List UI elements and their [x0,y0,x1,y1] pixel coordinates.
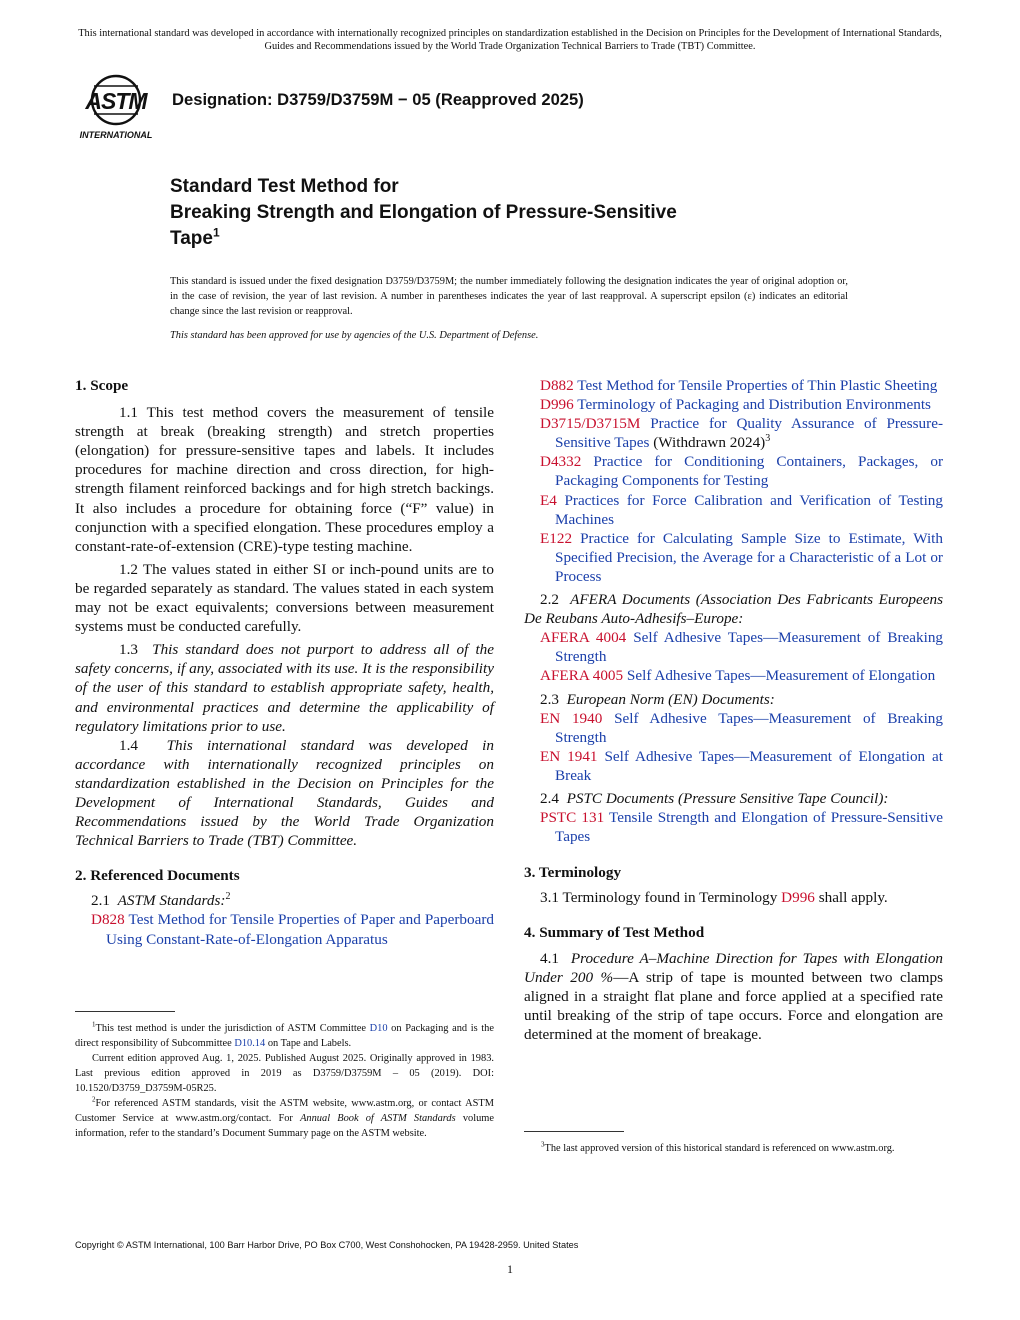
footnote-3-text: The last approved version of this historical standard is referenced on www.astm.org. [544,1143,895,1154]
reference-d882[interactable] [524,376,943,395]
left-footnotes [75,1021,494,1141]
reference-d4332[interactable] [524,452,943,490]
withdrawn-note: (Withdrawn 2024) [653,434,766,452]
logo-caption: INTERNATIONAL [79,130,153,140]
standard-issue-note: This standard is issued under the fixed designation D3759/D3759M; the number immediately following the designation indicates the year of original adoption or, in the case of revision, the year of last revision. A number in parentheses indicates the year of last reapproval. A superscript epsilon (ε) indicates an editorial change since the last revision or reapproval. [170,276,848,317]
paragraph-4-1 [524,949,943,1044]
footnote-2 [75,1096,494,1141]
reference-title-link[interactable]: Self Adhesive Tapes—Measurement of Elongation [626,667,936,685]
paragraph-1-3 [75,640,494,735]
paragraph-2-3-number: 2.3 [540,690,559,708]
paragraph-2-4 [524,789,943,808]
reference-code[interactable]: PSTC 131 [540,809,605,827]
reference-title-link[interactable]: Self Adhesive Tapes—Measurement of Breaking Strength [555,629,944,666]
reference-code[interactable]: E4 [540,491,557,509]
paragraph-2-4-number: 2.4 [540,789,559,807]
reference-title-link[interactable]: Practice for Conditioning Containers, Packages, or Packaging Components for Testing [555,453,944,490]
paragraph-3-1-end: shall apply. [818,889,888,907]
procedure-a-title: Procedure A–Machine Direction for Tapes with Elongation Under 200 % [524,949,944,986]
reference-code[interactable]: D828 [91,911,125,929]
en-documents-label: European Norm (EN) Documents: [566,690,775,708]
reference-title-link[interactable]: Terminology of Packaging and Distribution Environments [577,396,931,414]
footnote-3-marker: 3 [765,433,771,445]
reference-code[interactable]: D3715/D3715M [540,415,641,433]
reference-code[interactable]: D882 [540,377,574,394]
reference-en-1941[interactable] [524,747,943,785]
logo-letters: ASTM [85,88,147,114]
designation: Designation: D3759/D3759M − 05 (Reapproved 2025) [172,90,584,109]
footnote-2-book-title: Annual Book of ASTM Standards [300,1113,456,1124]
document-title [170,174,870,252]
footnote-2-marker: 2 [225,891,231,903]
paragraph-1-4-text: This international standard was developed in accordance with internationally recognized principles on standardization established in the Decision on Principles for the Development of International Standards, Guides and Recommendations issued by the World Trade Organization Technical Barriers to Trade (TBT) Committee. [75,736,494,850]
reference-afera-4004[interactable] [524,628,943,666]
title-footnote-marker: 1 [212,225,220,240]
left-column [75,376,494,949]
paragraph-3-1 [524,888,943,907]
title-line-1: Standard Test Method for [170,176,399,197]
section-1-heading: 1. Scope [75,377,129,394]
title-line-3: Tape [170,228,213,249]
reference-title-link[interactable]: Tensile Strength and Elongation of Pressure-Sensitive Tapes [555,809,943,846]
footnote-divider-left [75,1011,175,1012]
reference-title-link[interactable]: Test Method for Tensile Properties of Paper and Paperboard Using Constant-Rate-of-Elongation Apparatus [106,911,494,948]
paragraph-1-3-text: This standard does not purport to address all of the safety concerns, if any, associated with its use. It is the responsibility of the user of this standard to establish appropriate safety, health, and environmental practices and determine the applicability of regulatory limitations prior to use. [75,641,494,735]
footnote-2-text-a: For referenced ASTM standards, visit the ASTM website, www.astm.org, or contact ASTM Customer Service at www.astm.org/contact. For [75,1098,494,1124]
footnote-1-edition: Current edition approved Aug. 1, 2025. Published August 2025. Originally approved in 1983. Last previous edition approved in 2019 as D3759/D3759M – 05 (2019). DOI: 10.1520/D3759_D3759M-05R25. [75,1053,494,1094]
standard-notice: This international standard was developed in accordance with internationally recognized principles on standardization established in the Decision on Principles for the Development of International Standards, Guides and Recommendations issued by the World Trade Organization Technical Barriers to Trade (TBT) Committee. [78,28,942,52]
paragraph-2-1-number: 2.1 [91,892,110,910]
paragraph-2-2-number: 2.2 [540,591,559,609]
section-3-heading: 3. Terminology [524,864,622,882]
page-number: 1 [507,1262,513,1276]
terminology-d996-link[interactable]: D996 [781,889,815,907]
subcommittee-d10-14-link[interactable]: D10.14 [234,1038,266,1049]
copyright-line: Copyright © ASTM International, 100 Barr Harbor Drive, PO Box C700, West Conshohocken, PA 19428-2959. United States [75,1240,579,1250]
reference-e122[interactable] [524,529,943,586]
reference-d828[interactable] [75,910,494,948]
reference-e4[interactable] [524,491,943,529]
astm-standards-label: ASTM Standards: [117,892,226,910]
reference-afera-4005[interactable] [524,666,943,685]
footnote-divider-right [524,1131,624,1132]
reference-d3715[interactable] [524,414,943,452]
committee-d10-link[interactable]: D10 [369,1023,388,1034]
footnote-3 [524,1141,943,1156]
reference-code[interactable]: EN 1941 [540,747,598,765]
paragraph-1-1: 1.1 This test method covers the measurement of tensile strength at break (breaking strength) and stretch properties (elongation) for pressure-sensitive tapes and labels. It includes procedures for machine direction and cross direction, for high-strength filament reinforced backings and for high stretch backings. It also includes a procedure for obtaining force (“F” value) in conjunction with a specified elongation. These procedures employ a constant-rate-of-extension (CRE)-type testing machine. [75,404,494,555]
footnote-3-marker-bottom: 3 [541,1140,545,1149]
footnote-1-text-c: on Tape and Labels. [267,1038,352,1049]
footnote-2-marker-bottom: 2 [92,1095,96,1104]
reference-d996[interactable] [524,395,943,414]
paragraph-1-3-number: 1.3 [119,641,138,659]
reference-pstc-131[interactable] [524,808,943,846]
reference-en-1940[interactable] [524,709,943,747]
reference-title-link[interactable]: Self Adhesive Tapes—Measurement of Breaking Strength [555,709,943,746]
paragraph-1-4-number: 1.4 [119,736,138,754]
paragraph-4-1-text: —A strip of tape is mounted between two clamps aligned in a straight flat plane and force applied at a specified rate until breaking of the strip of tape occurs. Force and elongation are determined at the moment of breakage. [524,968,943,1043]
pstc-documents-label: PSTC Documents (Pressure Sensitive Tape Council): [566,789,889,807]
paragraph-2-3 [524,690,943,709]
title-line-2: Breaking Strength and Elongation of Pressure-Sensitive [170,202,677,223]
paragraph-1-2: 1.2 The values stated in either SI or inch-pound units are to be regarded separately as standard. The values stated in each system may not be exact equivalents; conversions between measurement systems must be conducted carefully. [75,560,494,636]
section-2-heading: 2. Referenced Documents [75,867,240,885]
reference-code[interactable]: AFERA 4004 [540,629,627,647]
defense-approval-note: This standard has been approved for use by agencies of the U.S. Department of Defense. [170,330,539,341]
reference-code[interactable]: EN 1940 [540,709,603,727]
astm-logo-icon [72,72,162,144]
reference-title-link[interactable]: Practice for Quality Assurance of Pressure-Sensitive Tapes [555,415,944,452]
footnote-2-text-b: volume information, refer to the standard’s Document Summary page on the ASTM website. [75,1113,494,1139]
footnote-1-text-b: on Packaging and is the direct responsibility of Subcommittee [75,1023,494,1049]
paragraph-2-2 [524,590,943,628]
paragraph-1-4 [75,736,494,851]
reference-code[interactable]: AFERA 4005 [540,667,624,685]
right-column [524,376,943,1044]
afera-documents-label: AFERA Documents (Association Des Fabricants Europeens De Reubans Auto-Adhesifs–Europe: [524,591,943,628]
reference-title-link[interactable]: Self Adhesive Tapes—Measurement of Elongation at Break [555,747,944,784]
paragraph-4-1-number: 4.1 [540,949,559,967]
paragraph-3-1-text: 3.1 Terminology found in Terminology [540,889,778,907]
footnote-1-marker: 1 [92,1020,96,1029]
footnote-1 [75,1021,494,1051]
reference-title-link[interactable]: Practice for Calculating Sample Size to Estimate, With Specified Precision, the Average for a Characteristic of a Lot or Process [555,529,943,585]
reference-code[interactable]: D996 [540,396,574,414]
astm-logo [72,72,162,144]
reference-code[interactable]: D4332 [540,453,582,471]
reference-code[interactable]: E122 [540,529,573,547]
reference-title-link[interactable]: Practices for Force Calibration and Verification of Testing Machines [555,491,943,528]
footnote-1-text-a: This test method is under the jurisdiction of ASTM Committee [95,1023,366,1034]
reference-title-link[interactable]: Test Method for Tensile Properties of Thin Plastic Sheeting [577,377,938,394]
paragraph-2-1 [75,891,494,910]
section-4-heading: 4. Summary of Test Method [524,924,705,942]
